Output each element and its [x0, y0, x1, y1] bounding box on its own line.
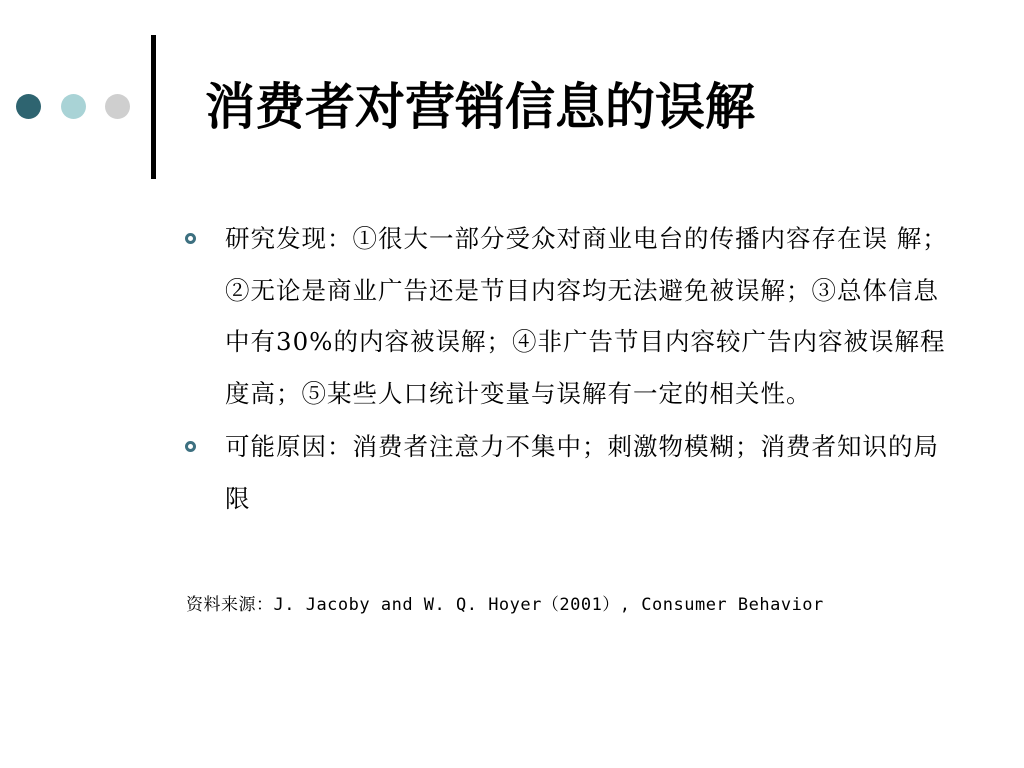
bullet-circle-icon — [185, 233, 196, 244]
dark-teal-dot — [16, 94, 41, 119]
bullet-item-causes — [185, 421, 960, 524]
source-citation: 资料来源：J. Jacoby and W. Q. Hoyer（2001）, Consumer Behavior — [186, 595, 824, 615]
slide-title: 消费者对营销信息的误解 — [205, 77, 755, 136]
bullet-text-causes: 可能原因：消费者注意力不集中；刺激物模糊；消费者知识的局限 — [225, 432, 939, 513]
bullet-item-findings — [185, 213, 960, 419]
bullet-text-findings: 研究发现：①很大一部分受众对商业电台的传播内容存在误 解；②无论是商业广告还是节目内容均无法避免被误解；③总体信息中有30%的内容被误解；④非广告节目内容较广告内容被误解程度高；⑤某些人口统计变量与误解有一定的相关性。 — [225, 224, 948, 408]
bullet-list — [185, 213, 960, 526]
decorative-dots — [16, 94, 134, 120]
light-teal-dot — [61, 94, 86, 119]
gray-dot — [105, 94, 130, 119]
vertical-divider — [151, 35, 156, 179]
bullet-circle-icon — [185, 441, 196, 452]
